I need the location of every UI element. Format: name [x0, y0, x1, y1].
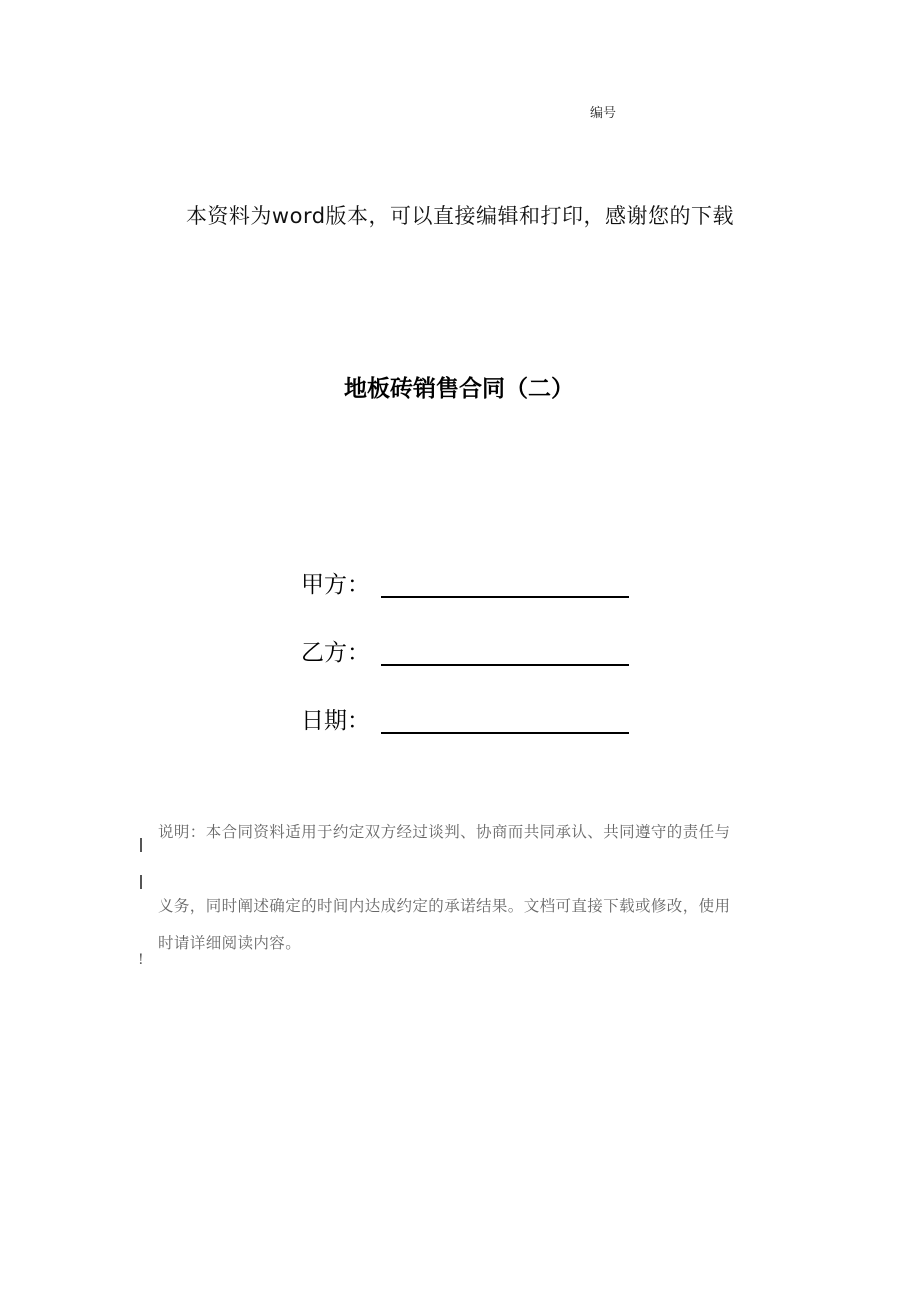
margin-bar-mark — [140, 875, 142, 889]
note-line: 时请详细阅读内容。 — [158, 934, 302, 952]
note-line: 义务，同时阐述确定的时间内达成约定的承诺结果。文档可直接下载或修改，使用 — [158, 897, 731, 915]
date-label: 日期： — [301, 708, 370, 734]
intro-text: 本资料为word版本，可以直接编辑和打印，感谢您的下载 — [185, 204, 735, 228]
document-title: 地板砖销售合同（二） — [344, 376, 574, 402]
document-number-label: 编号 — [590, 106, 617, 121]
party-a-row — [301, 566, 641, 600]
date-blank-line — [381, 732, 629, 734]
party-a-label: 甲方： — [301, 572, 370, 598]
margin-bar-mark — [140, 838, 142, 852]
margin-exclamation-mark: ! — [138, 952, 144, 968]
date-row — [301, 702, 641, 736]
party-b-blank-line — [381, 664, 629, 666]
party-b-label: 乙方： — [301, 640, 370, 666]
note-line: 说明：本合同资料适用于约定双方经过谈判、协商而共同承认、共同遵守的责任与 — [158, 823, 731, 841]
party-a-blank-line — [381, 596, 629, 598]
party-b-row — [301, 634, 641, 668]
